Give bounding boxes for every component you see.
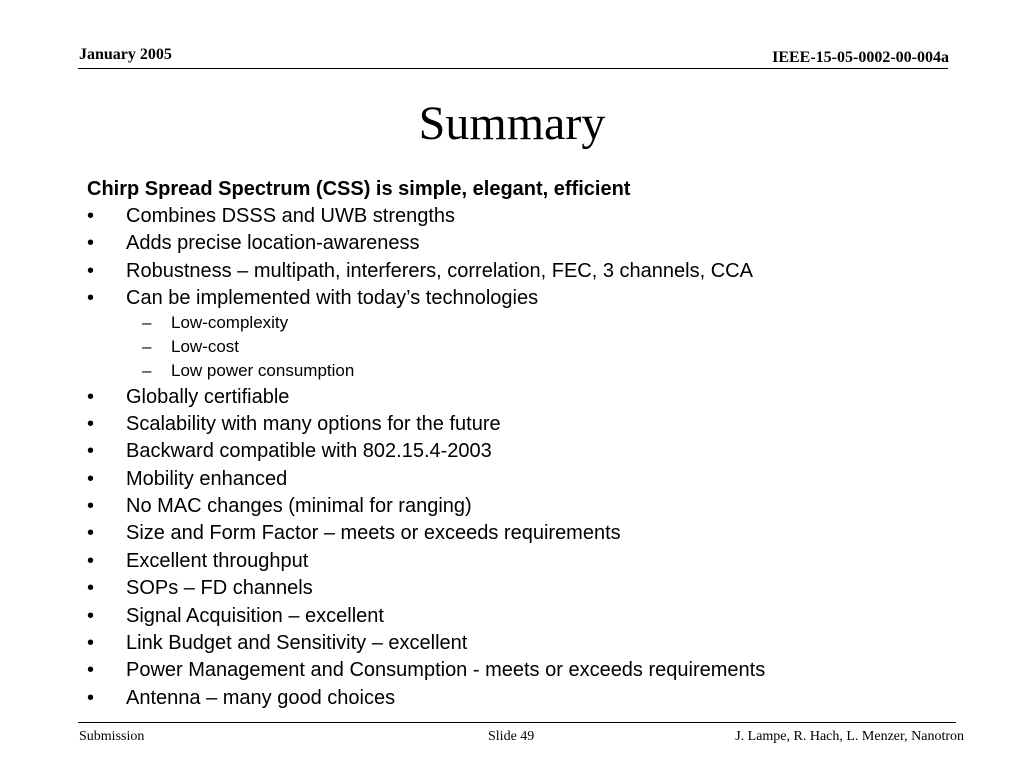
bullet-marker: • (87, 468, 95, 490)
footer-divider (78, 722, 956, 723)
bullet-marker: • (87, 687, 95, 709)
bullet-text: Size and Form Factor – meets or exceeds requirements (126, 522, 621, 544)
bullet-text: Power Management and Consumption - meets or exceeds requirements (126, 659, 766, 681)
bullet-marker: • (87, 386, 95, 408)
bullet-marker: • (87, 632, 95, 654)
bullet-text: Can be implemented with today’s technologies (126, 287, 539, 309)
bullet-text: Backward compatible with 802.15.4-2003 (126, 440, 492, 462)
bullet-text: Scalability with many options for the future (126, 413, 501, 435)
footer-authors: J. Lampe, R. Hach, L. Menzer, Nanotron (735, 729, 964, 744)
bullet-marker: • (87, 605, 95, 627)
header-divider (78, 68, 948, 69)
sub-bullet-text: Low-cost (171, 337, 240, 356)
bullet-text: No MAC changes (minimal for ranging) (126, 495, 472, 517)
bullet-marker: • (87, 440, 95, 462)
bullet-text: SOPs – FD channels (126, 577, 313, 599)
bullet-text: Robustness – multipath, interferers, correlation, FEC, 3 channels, CCA (126, 260, 753, 282)
bullet-marker: • (87, 522, 95, 544)
bullet-marker: • (87, 205, 95, 227)
dash-marker: – (142, 361, 152, 380)
bullet-text: Combines DSSS and UWB strengths (126, 205, 456, 227)
intro-heading: Chirp Spread Spectrum (CSS) is simple, elegant, efficient (87, 178, 631, 200)
bullet-text: Link Budget and Sensitivity – excellent (126, 632, 468, 654)
bullet-marker: • (87, 413, 95, 435)
bullet-marker: • (87, 287, 95, 309)
bullet-text: Excellent throughput (126, 550, 309, 572)
header-doc-id: IEEE-15-05-0002-00-004a (772, 49, 949, 66)
dash-marker: – (142, 337, 152, 356)
dash-marker: – (142, 313, 152, 332)
sub-bullet-text: Low power consumption (171, 361, 355, 380)
sub-bullet-text: Low-complexity (171, 313, 289, 332)
bullet-text: Globally certifiable (126, 386, 290, 408)
slide-title: Summary (418, 97, 606, 150)
bullet-marker: • (87, 550, 95, 572)
bullet-marker: • (87, 232, 95, 254)
header-date: January 2005 (79, 46, 172, 63)
bullet-marker: • (87, 260, 95, 282)
bullet-marker: • (87, 495, 95, 517)
footer-submission: Submission (79, 729, 145, 744)
bullet-text: Mobility enhanced (126, 468, 288, 490)
bullet-marker: • (87, 577, 95, 599)
bullet-text: Antenna – many good choices (126, 687, 396, 709)
bullet-text: Adds precise location-awareness (126, 232, 420, 254)
bullet-marker: • (87, 659, 95, 681)
footer-slide-number: Slide 49 (488, 729, 535, 744)
bullet-text: Signal Acquisition – excellent (126, 605, 384, 627)
